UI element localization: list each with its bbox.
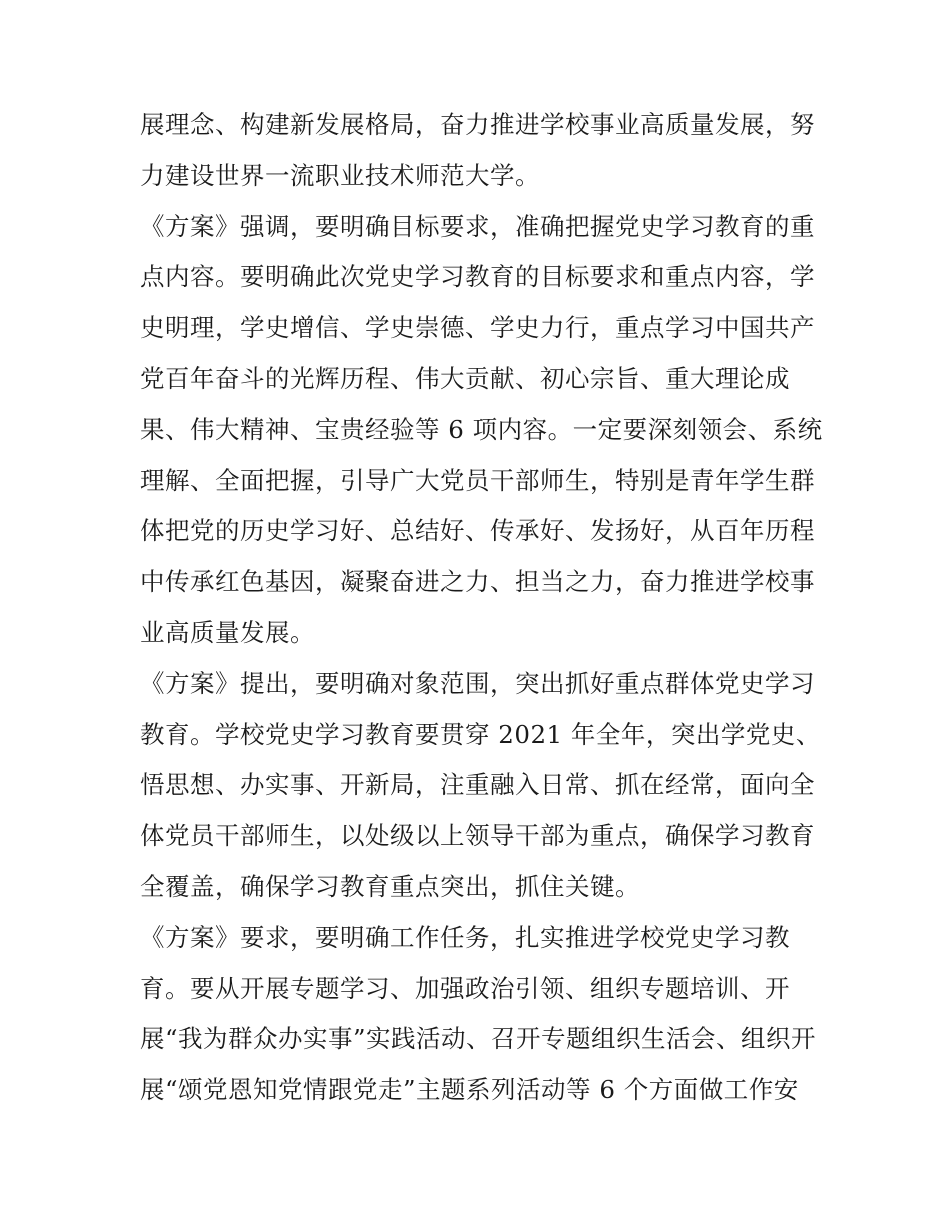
text-line: 史明理，学史增信、学史崇德、学史力行，重点学习中国共产 — [140, 313, 815, 343]
text-line: 《方案》强调，要明确目标要求，准确把握党史学习教育的重 — [140, 211, 815, 241]
text-line: 教育。学校党史学习教育要贯穿 2021 年全年，突出学党史、 — [140, 719, 821, 749]
text-line: 业高质量发展。 — [140, 617, 315, 647]
text-line: 育。要从开展专题学习、加强政治引领、组织专题培训、开 — [140, 973, 790, 1003]
text-line: 中传承红色基因，凝聚奋进之力、担当之力，奋力推进学校事 — [140, 567, 815, 597]
text-line: 理解、全面把握，引导广大党员干部师生，特别是青年学生群 — [140, 465, 815, 495]
text-line: 全覆盖，确保学习教育重点突出，抓住关键。 — [140, 871, 640, 901]
text-line: 果、伟大精神、宝贵经验等 6 项内容。一定要深刻领会、系统 — [140, 414, 823, 444]
document-body — [140, 100, 830, 1116]
text-line: 展理念、构建新发展格局，奋力推进学校事业高质量发展，努 — [140, 110, 815, 139]
text-line: 力建设世界一流职业技术师范大学。 — [140, 160, 540, 190]
text-line: 体党员干部师生，以处级以上领导干部为重点，确保学习教育 — [140, 821, 815, 851]
text-line: 点内容。要明确此次党史学习教育的目标要求和重点内容，学 — [140, 262, 815, 292]
text-line: 《方案》要求，要明确工作任务，扎实推进学校党史学习教 — [140, 922, 790, 952]
text-line: 展“我为群众办实事”实践活动、召开专题组织生活会、组织开 — [140, 1024, 817, 1054]
text-line: 展“颂党恩知党情跟党走”主题系列活动等 6 个方面做工作安 — [140, 1075, 799, 1105]
text-line: 体把党的历史学习好、总结好、传承好、发扬好，从百年历程 — [140, 516, 815, 546]
text-line: 悟思想、办实事、开新局，注重融入日常、抓在经常，面向全 — [140, 770, 815, 800]
text-line: 党百年奋斗的光辉历程、伟大贡献、初心宗旨、重大理论成 — [140, 363, 790, 393]
text-line: 《方案》提出，要明确对象范围，突出抓好重点群体党史学习 — [140, 668, 815, 698]
